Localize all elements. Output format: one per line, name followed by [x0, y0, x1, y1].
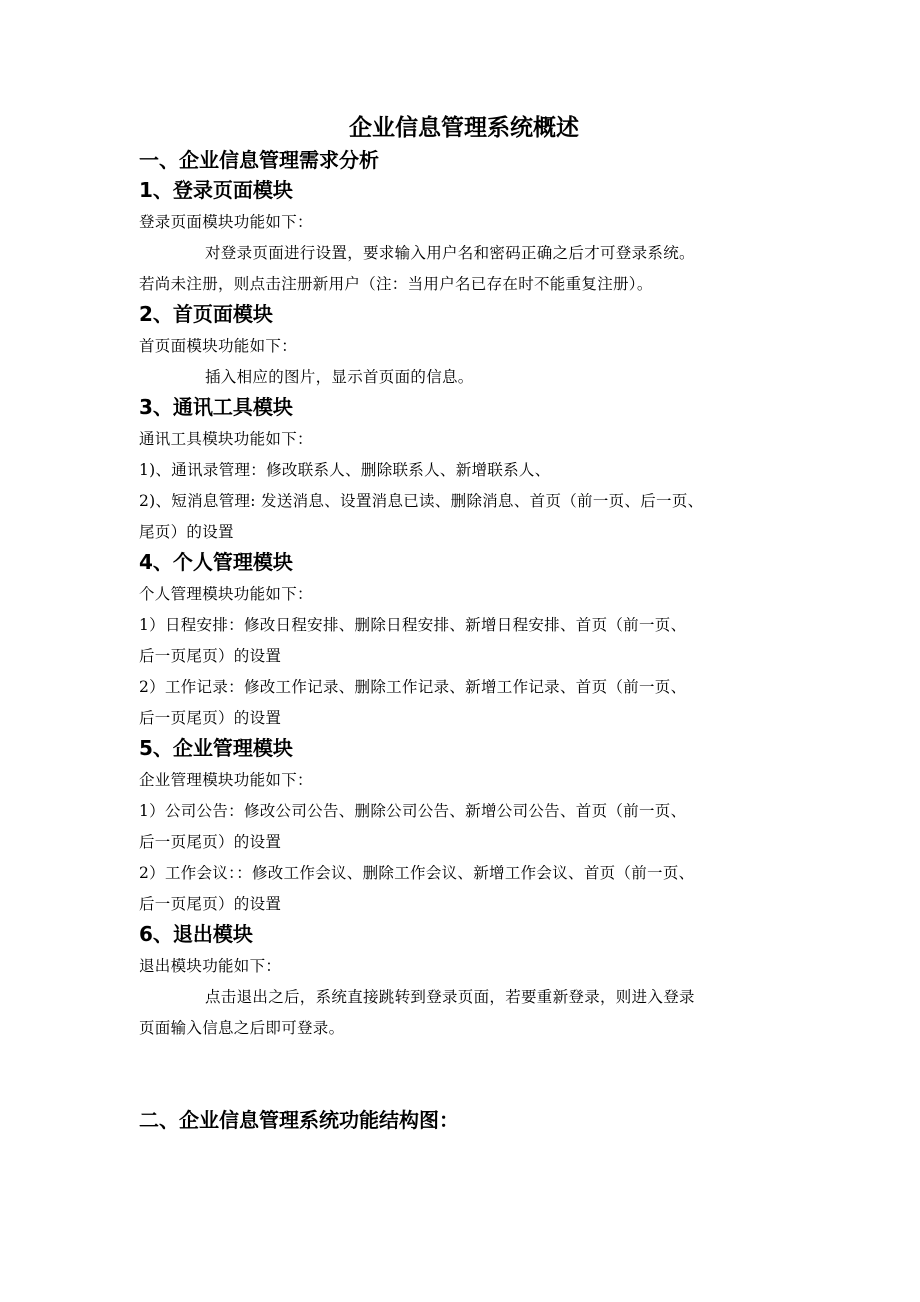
paragraph-line: 后一页尾页）的设置: [139, 709, 282, 727]
module-heading-communication: 3、通讯工具模块: [139, 395, 293, 419]
paragraph-line: 若尚未注册，则点击注册新用户（注：当用户名已存在时不能重复注册）。: [139, 275, 653, 293]
module-heading-enterprise: 5、企业管理模块: [139, 736, 293, 760]
section-heading-structure: 二、企业信息管理系统功能结构图：: [139, 1108, 459, 1132]
paragraph-line: 2）工作记录：修改工作记录、删除工作记录、新增工作记录、首页（前一页、: [139, 678, 687, 696]
section-heading-requirements: 一、企业信息管理需求分析: [139, 148, 379, 172]
document-title: 企业信息管理系统概述: [349, 115, 579, 141]
paragraph-line: 点击退出之后，系统直接跳转到登录页面，若要重新登录，则进入登录: [205, 988, 695, 1006]
paragraph-line: 对登录页面进行设置，要求输入用户名和密码正确之后才可登录系统。: [205, 244, 695, 262]
paragraph-line: 页面输入信息之后即可登录。: [139, 1019, 345, 1037]
module-intro-communication: 通讯工具模块功能如下：: [139, 430, 313, 448]
paragraph-line: 1)、通讯录管理：修改联系人、删除联系人、新增联系人、: [139, 461, 551, 479]
module-intro-login: 登录页面模块功能如下：: [139, 213, 313, 231]
paragraph-line: 后一页尾页）的设置: [139, 895, 282, 913]
paragraph-line: 后一页尾页）的设置: [139, 647, 282, 665]
module-intro-home: 首页面模块功能如下：: [139, 337, 298, 355]
paragraph-line: 后一页尾页）的设置: [139, 833, 282, 851]
paragraph-line: 尾页）的设置: [139, 523, 234, 541]
module-intro-logout: 退出模块功能如下：: [139, 957, 282, 975]
module-heading-personal: 4、个人管理模块: [139, 550, 293, 574]
paragraph-line: 1）日程安排：修改日程安排、删除日程安排、新增日程安排、首页（前一页、: [139, 616, 687, 634]
paragraph-line: 2)、短消息管理: 发送消息、设置消息已读、删除消息、首页（前一页、后一页、: [139, 492, 704, 510]
module-intro-personal: 个人管理模块功能如下：: [139, 585, 313, 603]
module-heading-login: 1、登录页面模块: [139, 178, 293, 202]
paragraph-line: 插入相应的图片，显示首页面的信息。: [205, 368, 474, 386]
paragraph-line: 2）工作会议：：修改工作会议、删除工作会议、新增工作会议、首页（前一页、: [139, 864, 695, 882]
module-heading-logout: 6、退出模块: [139, 922, 253, 946]
module-intro-enterprise: 企业管理模块功能如下：: [139, 771, 313, 789]
module-heading-home: 2、首页面模块: [139, 302, 273, 326]
paragraph-line: 1）公司公告：修改公司公告、删除公司公告、新增公司公告、首页（前一页、: [139, 802, 687, 820]
